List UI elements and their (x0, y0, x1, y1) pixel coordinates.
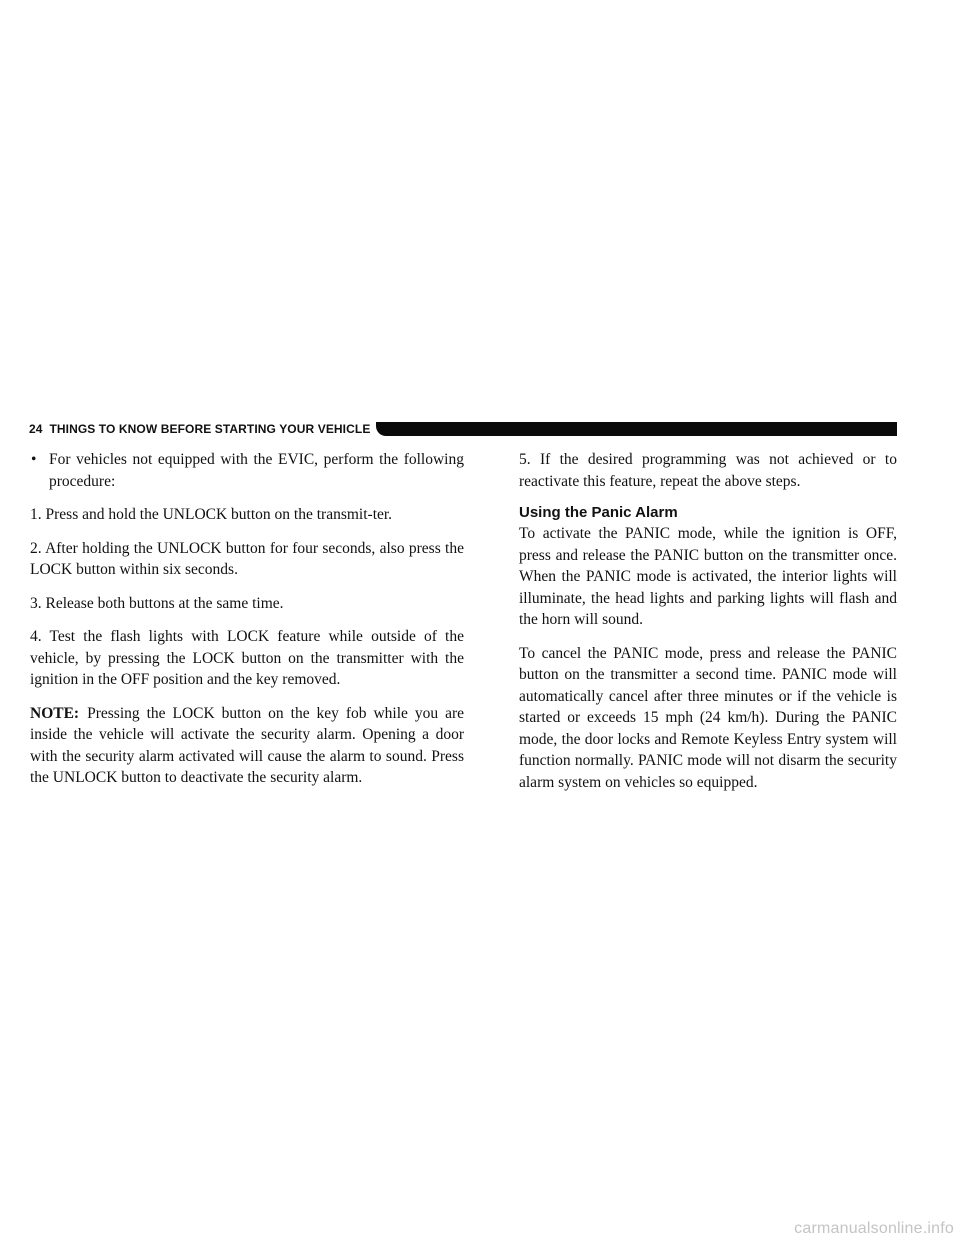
header-bar (376, 422, 897, 436)
watermark: carmanualsonline.info (794, 1220, 954, 1237)
step-1: 1. Press and hold the UNLOCK button on the transmit-ter. (30, 506, 393, 523)
section-heading: Using the Panic Alarm (519, 504, 678, 521)
step-5: 5. If the desired programming was not achieved or to reactivate this feature, repeat the above steps. (519, 451, 897, 490)
page-number: 24 (29, 422, 43, 436)
step-3: 3. Release both buttons at the same time. (30, 594, 284, 612)
note-text: Pressing the LOCK button on the key fob while you are inside the vehicle will activate the security alarm. Opening a door with the security alarm activated will cause the alarm to sound. Press the UNLOCK button to deactivate the security alarm. (30, 704, 464, 786)
page-header (29, 421, 897, 437)
note-label: NOTE: (30, 704, 80, 722)
step-2: 2. After holding the UNLOCK button for four seconds, also press the LOCK button within six seconds. (30, 539, 464, 578)
panic-cancel-paragraph: To cancel the PANIC mode, press and release the PANIC button on the transmitter a second time. PANIC mode will automatically cancel after three minutes or if the vehicle is started or exceeds 15 mph (24 km/h). During the PANIC mode, the door locks and Remote Keyless Entry system will function normally. PANIC mode will not disarm the security alarm system on vehicles so equipped. (519, 644, 897, 791)
bullet-text: For vehicles not equipped with the EVIC, perform the following procedure: (49, 451, 464, 490)
right-column (519, 449, 897, 805)
note-paragraph (30, 703, 464, 789)
section-title: THINGS TO KNOW BEFORE STARTING YOUR VEHICLE (49, 422, 371, 436)
panic-activate-paragraph: To activate the PANIC mode, while the ignition is OFF, press and release the PANIC button on the transmitter once. When the PANIC mode is activated, the interior lights will illuminate, the head lights and parking lights will flash and the horn will sound. (519, 525, 897, 628)
left-column (30, 449, 464, 801)
step-4: 4. Test the flash lights with LOCK feature while outside of the vehicle, by pressing the LOCK button on the transmitter with the ignition in the OFF position and the key removed. (30, 628, 464, 688)
bullet-item (30, 449, 464, 492)
bullet-icon: • (31, 451, 37, 468)
header-label (29, 422, 376, 436)
